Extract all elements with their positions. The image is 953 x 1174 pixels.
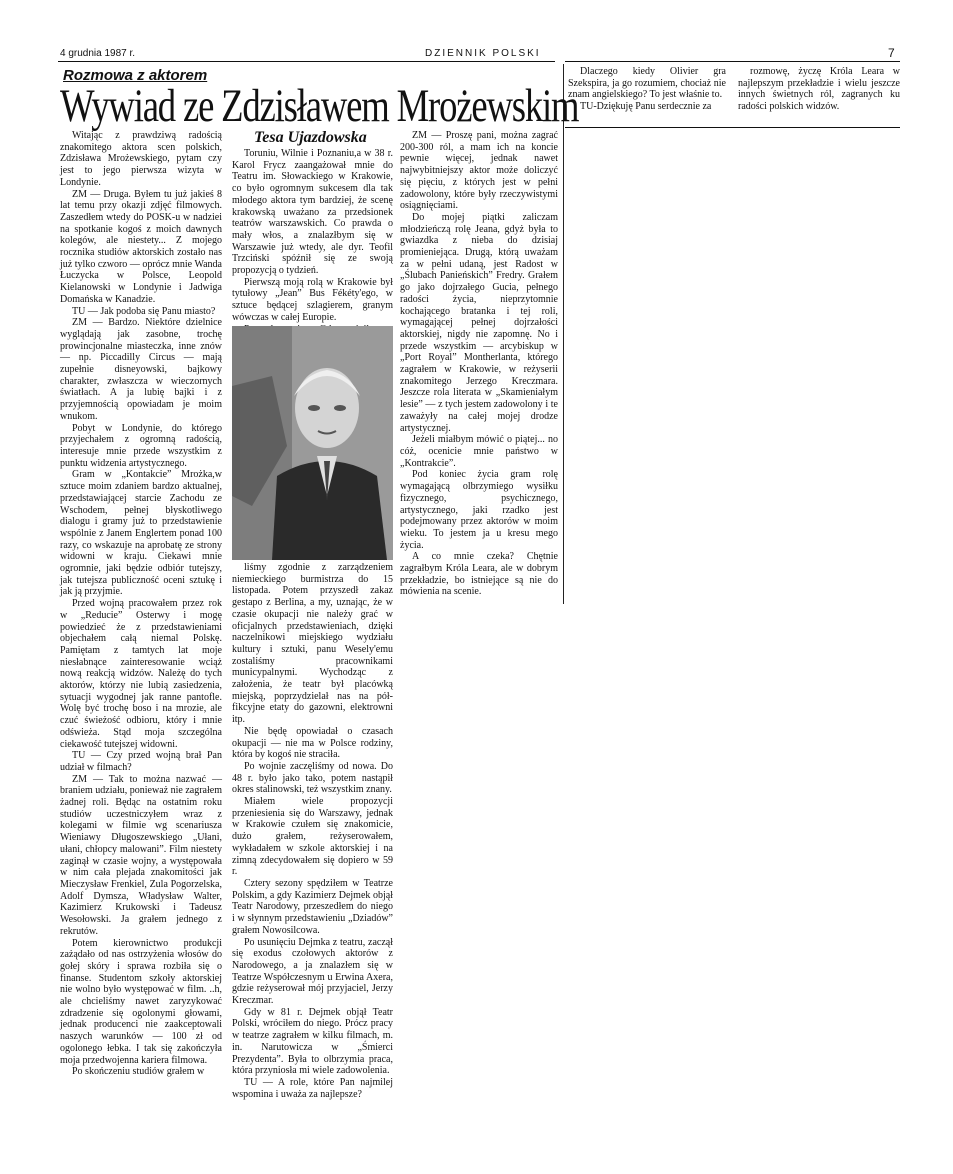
paragraph: ZM — Proszę pani, można zagrać 200-300 ról, a mam ich na koncie pewnie więcej, jednak nawet najwybitniejszy aktor może doliczyć się pięciu, z których jest w pełni zadowolony, które były rzeczywistymi osiągnięciami. <box>400 130 558 212</box>
paragraph: Witając z prawdziwą radością znakomitego aktora scen polskich, Zdzisława Mrożewskiego, pytam czy jest to jego pierwsza wizyta w Londynie. <box>60 130 222 188</box>
paragraph: TU — Jak podoba się Panu miasto? <box>72 305 216 317</box>
paragraph: Pobyt w Londynie, do którego przyjechałem z ogromną radością, interesuje mnie przede wszystkim z punktu widzenia artystycznego. <box>60 422 222 469</box>
paragraph: ZM — Tak to można nazwać — braniem udziału, ponieważ nie zagrałem żadnej roli. Będąc na ostatnim roku studiów uczestniczyłem wraz z kolegami w filmie wg scenariusza Wieniawy Długoszewskiego „Ułani, ułani, chłopcy malowani”. Film niestety zaginął w czasie wojny, a występowała w nim cała plejada znakomitości jak Mieczysław Frenkiel, Zula Pogorzelska, Adolf Dymsza, Władysław Walter, Kazimierz Krukowski i Tadeusz Wesołowski. Ja grałem jednego z rekrutów. <box>60 773 222 937</box>
article-column-2-top <box>232 148 393 324</box>
paragraph: liśmy zgodnie z zarządzeniem niemieckiego burmistrza do 15 listopada. Potem przyszedł zakaz gestapo z Berlina, a my, uznając, że w czasie okupacji nie należy grać w oficjalnych przedstawieniach, dzięki naczelnikowi miejskiego wydziału kultury i sztuki, panu Wesely'emu zostaliśmy pracownikami municypalnymi. Wychodząc z założenia, że teatr był placówką miejską, poprzydzielał nas na pół-fikcyjne etaty do gazowni, elektrowni itp. <box>232 562 393 726</box>
article-column-2-bottom <box>232 562 393 1167</box>
paragraph: Pierwszą moją rolą w Krakowie był tytułowy „Jean” Bus Fékéty'ego, w sztuce będącej szlagierem, granym wówczas w całej Europie. <box>232 276 393 323</box>
header-rule-right <box>565 61 900 62</box>
headline: Wywiad ze Zdzisławem Mrożewskim <box>60 80 579 132</box>
column-divider <box>563 64 564 604</box>
byline: Tesa Ujazdowska <box>254 129 367 146</box>
paragraph: ZM — Druga. Byłem tu już jakieś 8 lat temu przy okazji zdjęć filmowych. Zaszedłem wtedy do POSK-u w nadziei na spotkanie kogoś z moich dawnych kolegów, ale niestety... Z mojego rocznika studiów aktorskich zostało nas już tylko czworo — oprócz mnie Wanda Łuczycka w Polsce, Leopold Kielanowski w Londynie i Jadwiga Domańska w Kanadzie. <box>60 188 222 305</box>
article-column-5 <box>738 66 900 126</box>
paragraph: Do mojej piątki zaliczam młodzieńczą rolę Jeana, gdyż była to gwiazdka z nieba do dzisiaj promieniejąca. Drugą, którą uważam za w pełni udaną, jest Radost w „Ślubach Panieńskich” Fredry. Grałem go jako dojrzałego Gucia, pełnego radości życia, nieprzytomnie kochającego bratanka i tej roli, wymagającej pełnej dojrzałości aktorskiej, nigdy nie zapomnę. No i przede wszystkim — arcybiskup w „Port Royal” Montherlanta, którego zagrałem w Krakowie, w reżyserii znakomitego Jerzego Kreczmara. Jeszcze rola literata w „Skamieniałym lesie” — z tych jestem zadowolony i te zaważyły na całej mojej drodze artystycznej. <box>400 211 558 434</box>
paragraph: Po wojnie zaczęliśmy od nowa. Do 48 r. było jako tako, potem nastąpił okres stalinowski, też wszystkim znany. <box>232 760 393 796</box>
paragraph: Dlaczego kiedy Olivier gra Szekspira, ja go rozumiem, chociaż nie znam angielskiego? To jest właśnie to. <box>568 66 726 101</box>
article-column-1 <box>60 130 222 1170</box>
paragraph: ZM — Bardzo. Niektóre dzielnice wyglądają jak zasobne, trochę prowincjonalne miasteczka, inne znów — np. Piccadilly Circus — mają zupełnie disneyowski, bajkowy charakter, zwłaszcza w wieczornych światłach. A ja lubię bajki i z przyjemnością opowiadam je moim wnukom. <box>60 317 222 422</box>
page-number: 7 <box>888 46 895 60</box>
portrait-photo <box>232 326 393 560</box>
newspaper-name: DZIENNIK POLSKI <box>425 48 541 59</box>
article-end-rule <box>565 127 900 128</box>
paragraph: A co mnie czeka? Chętnie zagrałbym Króla Leara, ale w dobrym przekładzie, bo istniejące są nie do mówienia na scenie. <box>400 551 558 598</box>
paragraph: Gram w „Kontakcie” Mrożka,w sztuce moim zdaniem bardzo aktualnej, przedstawiającej starcie Zachodu ze Wschodem, pełnej błyskotliwego dialogu i gramy już to przedstawienie wspólnie z Janem Englertem ponad 100 razy, co wskazuje na aprobatę ze strony widowni w kraju. Ciekawi mnie ogromnie, jaki będzie odbiór tutejszy, jak tutejsza publiczność oceni sztukę i jak ją przyjmie. <box>60 469 222 598</box>
header-rule <box>58 61 555 62</box>
paragraph: Toruniu, Wilnie i Poznaniu,a w 38 r. Karol Frycz zaangażował mnie do Teatru im. Słowackiego w Krakowie, co było ogromnym sukcesem dla tak młodego aktora tym bardziej, że scenę krakowską uważano za przedsionek teatrów warszawskich. Co prawda o mały włos, a znalazłbym się w Warszawie już wtedy, ale dyr. Teofil Trzciński spóźnił się ze swoją propozycją o tydzień. <box>232 148 393 277</box>
paragraph: Po skończeniu studiów grałem w <box>72 1066 205 1078</box>
paragraph: Potem kierownictwo produkcji zażądało od nas ostrzyżenia włosów do gołej skóry i sprawa rozbiła się o finanse. Studentom szkoły aktorskiej nie wolno było występować w film. ..h, ale chcieliśmy nawet zaryzykować zdradzenie się ogolonymi głowami, jednak producenci nie zaakceptowali naszych warunków — 100 zł od ogolonego łebka. I tak się zakończyła moja przedwojenna kariera filmowa. <box>60 937 222 1066</box>
article-column-4 <box>568 66 726 126</box>
section-rubric: Rozmowa z aktorem <box>63 67 208 84</box>
paragraph: TU — Czy przed wojną brał Pan udział w filmach? <box>60 750 222 773</box>
paragraph: Miałem wiele propozycji przeniesienia się do Warszawy, jednak w Krakowie czułem się znakomicie, dużo grałem, reżyserowałem, wykładałem w szkole aktorskiej i na zimną zdecydowałem się dopiero w 59 r. <box>232 796 393 878</box>
paragraph: TU — A role, które Pan najmilej wspomina i uważa za najlepsze? <box>232 1076 393 1100</box>
paragraph: Nie będę opowiadał o czasach okupacji — nie ma w Polsce rodziny, która by kogoś nie straciła. <box>232 725 393 761</box>
issue-date: 4 grudnia 1987 r. <box>60 48 136 59</box>
paragraph: Przed wojną pracowałem przez rok w „Reducie” Osterwy i mogę powiedzieć że z przedstawieniami objechałem całą niemal Polskę. Pamiętam z tamtych lat moje niesłabnące zainteresowanie wciąż nową reakcją widzów. Należę do tych aktorów, którzy nie lubią zasiedzenia, sytuacji wygodnej jak ranne pantofle. Wolę być trochę boso i na mrozie, ale czuć świeżość odbioru, który i mnie odświeża. Stąd moja szczególna ciekawość tutejszej widowni. <box>60 598 222 750</box>
paragraph: Jeżeli miałbym mówić o piątej... no cóż, ocenicie mnie państwo w „Kontrakcie”. <box>400 434 558 469</box>
paragraph: Pod koniec życia gram rolę wymagającą olbrzymiego wysiłku fizycznego, psychicznego, artystycznego, jaki rzadko jest podejmowany przez aktorów w moim wieku. To jestem ja u kresu mego życia. <box>400 469 558 551</box>
paragraph: Cztery sezony spędziłem w Teatrze Polskim, a gdy Kazimierz Dejmek objął Teatr Narodowy, przeszedłem do niego i w słynnym przedstawieniu „Dziadów” grałem Nowosilcowa. <box>232 877 393 936</box>
article-column-3 <box>400 130 558 620</box>
paragraph: rozmowę, życzę Króla Leara w najlepszym przekładzie i wielu jeszcze innych świetnych ról, zagranych ku radości polskich widzów. <box>738 66 900 113</box>
paragraph: Gdy w 81 r. Dejmek objął Teatr Polski, wróciłem do niego. Prócz pracy w teatrze zagrałem w kilku filmach, m. in. Narutowicza w „Śmierci Prezydenta”. Była to olbrzymia praca, która przyniosła mi wiele zadowolenia. <box>232 1006 393 1077</box>
paragraph: Po usunięciu Dejmka z teatru, zaczął się exodus czołowych aktorów z Narodowego, a ja znalazłem się w Teatrze Współczesnym u Erwina Axera, gdzie reżyserował mój przyjaciel, Jerzy Kreczmar. <box>232 936 393 1007</box>
paragraph: TU-Dziękuję Panu serdecznie za <box>580 101 712 113</box>
